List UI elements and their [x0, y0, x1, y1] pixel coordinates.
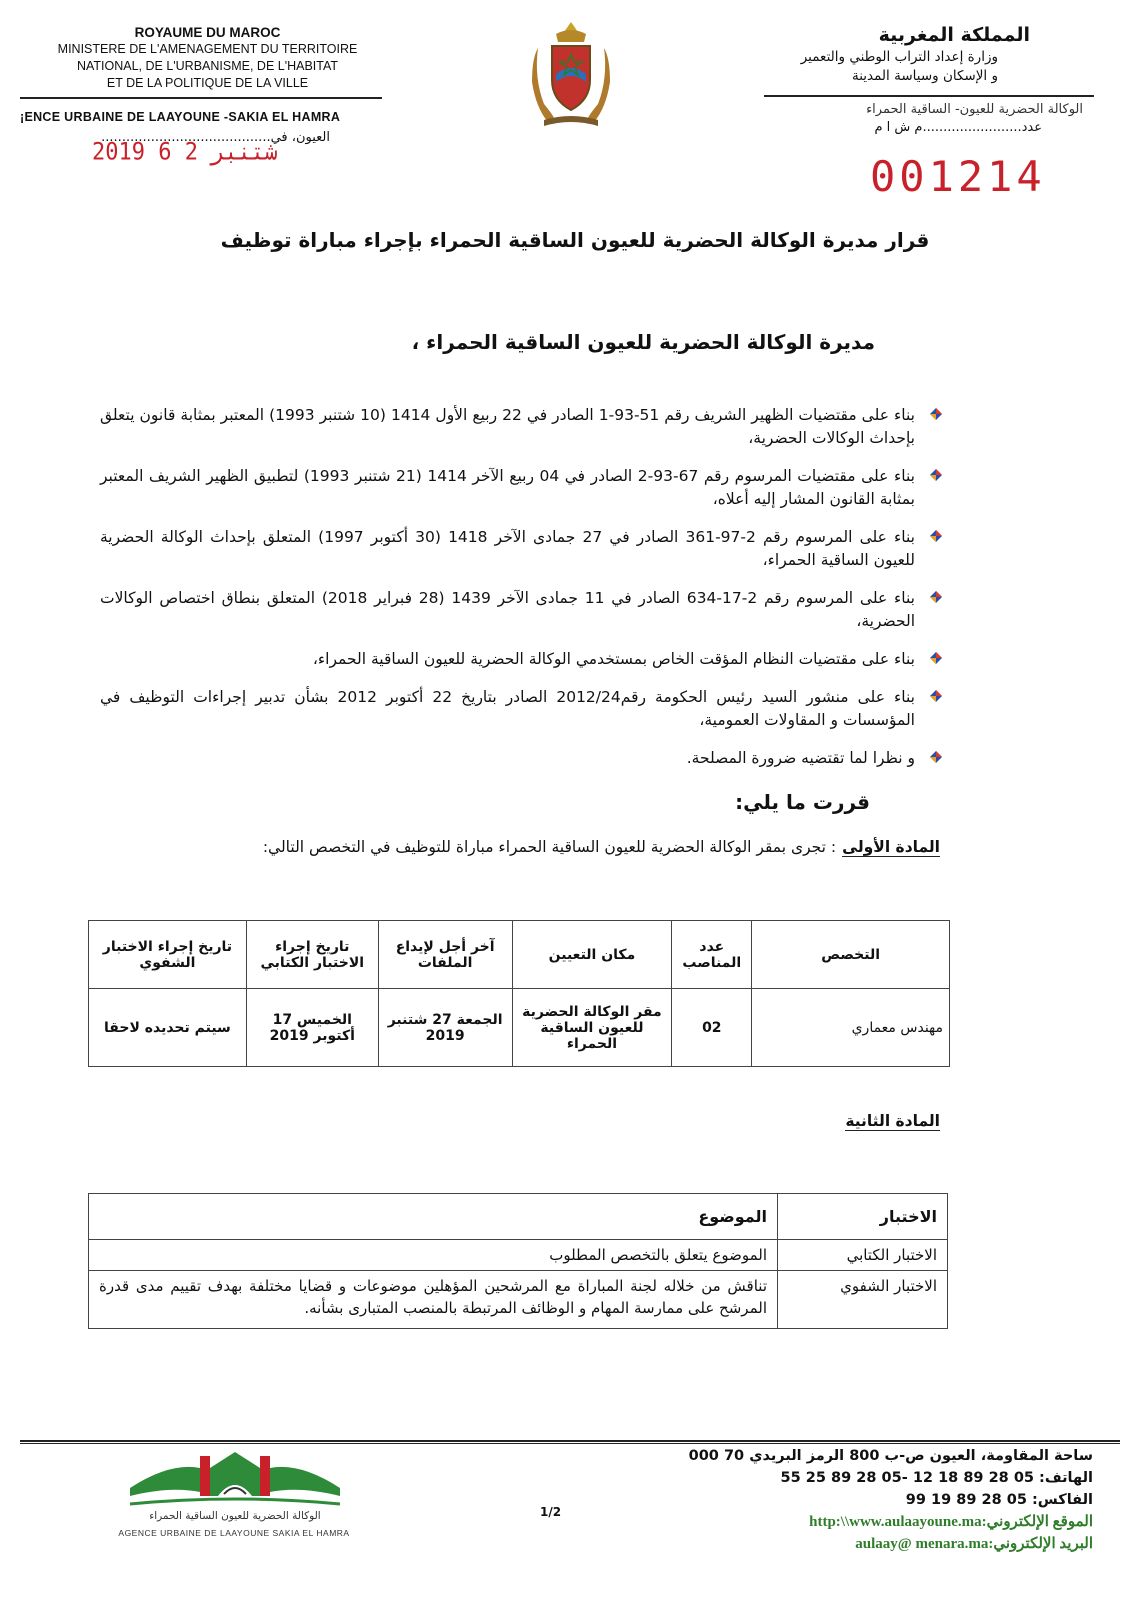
reference-number-stamp: 001214 [870, 152, 1046, 201]
table-header-cell: مكان التعيين [512, 921, 672, 989]
bullet-icon [929, 651, 943, 665]
list-item-text: بناء على منشور السيد رئيس الحكومة رقم2012/24 الصادر بتاريخ 22 أكتوبر 2012 بشأن تدبير إجراءات التوظيف في المؤسسات و المقاولات العمومية، [100, 688, 915, 729]
footer-contact [633, 1445, 1093, 1555]
footer-website-link[interactable]: http:\\www.aulaayoune.ma [809, 1514, 982, 1530]
footer-email-label: البريد الإلكتروني: [988, 1536, 1093, 1552]
table-header-cell: تاريخ إجراء الاختبار الشفوي [89, 921, 247, 989]
table-cell: الاختبار الكتابي [778, 1240, 948, 1271]
list-item-text: بناء على مقتضيات النظام المؤقت الخاص بمستخدمي الوكالة الحضرية للعيون الساقية الحمراء، [312, 650, 915, 668]
table-header-cell: التخصص [752, 921, 950, 989]
list-item [100, 648, 945, 671]
table-row [89, 1240, 948, 1271]
kingdom-ar: المملكة المغربية [878, 24, 1030, 46]
agency-logo-icon [110, 1448, 360, 1538]
table-header-cell: تاريخ إجراء الاختبار الكتابي [246, 921, 378, 989]
table-header-cell: عدد المناصب [672, 921, 752, 989]
table-row [89, 989, 950, 1067]
decision-title: قرار مديرة الوكالة الحضرية للعيون الساقية الحمراء بإجراء مباراة توظيف [220, 228, 930, 252]
header-ar [748, 22, 1048, 86]
logo-caption-fr: AGENCE URBAINE DE LAAYOUNE SAKIA EL HAMRA [118, 1528, 350, 1538]
table-cell: الجمعة 27 شتنبر 2019 [378, 989, 512, 1067]
city-date: العيون، في......................................... [101, 130, 330, 145]
agency-fr: ¡ENCE URBAINE DE LAAYOUNE -SAKIA EL HAMRA [20, 110, 341, 124]
page-number: 1/2 [540, 1505, 562, 1519]
ministry-ar-line1: وزارة إعداد التراب الوطني والتعمير [800, 49, 998, 65]
table-cell: 02 [672, 989, 752, 1067]
table-header-cell: الاختبار [778, 1194, 948, 1240]
bullet-icon [929, 590, 943, 604]
table-cell: الاختبار الشفوي [778, 1271, 948, 1329]
list-item-text: بناء على مقتضيات الظهير الشريف رقم 51-93-1 الصادر في 22 ربيع الأول 1414 (10 شتنبر 1993) المعتبر بمثابة قانون يتعلق بإحداث الوكالات الحضرية، [100, 406, 915, 447]
article-2-label: المادة الثانية [845, 1112, 940, 1130]
logo-caption-ar: الوكالة الحضرية للعيون الساقية الحمراء [149, 1510, 321, 1522]
list-item [100, 686, 945, 732]
footer-fax: الفاكس: 05 28 89 19 99 [905, 1492, 1093, 1508]
director-title: مديرة الوكالة الحضرية للعيون الساقية الحمراء ، [411, 330, 875, 354]
bullet-icon [929, 407, 943, 421]
ministry-fr-line2: NATIONAL, DE L'URBANISME, DE L'HABITAT [76, 59, 339, 73]
bullet-icon [929, 529, 943, 543]
table-cell: مهندس معماري [752, 989, 950, 1067]
list-item-text: بناء على مقتضيات المرسوم رقم 67-93-2 الصادر في 04 ربيع الآخر 1414 (21 شتنبر 1993) لتطبيق الظهير الشريف المعتبر بمثابة القانون المشار إليه أعلاه، [100, 467, 915, 508]
article-2 [840, 1112, 940, 1130]
article-1-label: المادة الأولى [842, 838, 940, 856]
footer-website-row [633, 1511, 1093, 1533]
header-divider-right [764, 95, 1094, 97]
list-item-text: بناء على المرسوم رقم 2-97-361 الصادر في 27 جمادى الآخر 1418 (30 أكتوبر 1997) المتعلق بإحداث الوكالة الحضرية للعيون الساقية الحمراء، [100, 528, 916, 569]
bullet-icon [929, 750, 943, 764]
table-cell: الموضوع يتعلق بالتخصص المطلوب [89, 1240, 778, 1271]
table-cell: تناقش من خلاله لجنة المباراة مع المرشحين المؤهلين موضوعات و قضايا مختلفة بهدف تقييم مدى قدرة المرشح على ممارسة المهام و الوظائف المرتبطة بالمنصب المتبارى بشأنه. [89, 1271, 778, 1329]
footer-phone: الهاتف: 05 28 89 18 12 -05 28 89 25 55 [780, 1470, 1093, 1486]
list-item [100, 747, 945, 770]
recruitment-table [88, 920, 950, 1067]
ministry-fr-line1: MINISTERE DE L'AMENAGEMENT DU TERRITOIRE [57, 42, 358, 56]
table-cell: الخميس 17 أكتوبر 2019 [246, 989, 378, 1067]
ministry-ar-line2: و الإسكان وسياسة المدينة [851, 68, 998, 84]
bullet-icon [929, 689, 943, 703]
bullet-icon [929, 468, 943, 482]
list-item [100, 587, 945, 633]
article-1 [200, 838, 940, 856]
decision-heading: قررت ما يلي: [735, 790, 870, 814]
table-header-cell: آخر أجل لإيداع الملفات [378, 921, 512, 989]
ministry-fr-line3: ET DE LA POLITIQUE DE LA VILLE [106, 76, 309, 90]
table-cell: سيتم تحديده لاحقا [89, 989, 247, 1067]
footer-website-label: الموقع الإلكتروني: [981, 1514, 1093, 1530]
footer-email-link[interactable]: aulaay@ menara.ma [855, 1536, 989, 1552]
table-header-cell: الموضوع [89, 1194, 778, 1240]
kingdom-fr: ROYAUME DU MAROC [134, 25, 281, 40]
footer-divider [20, 1440, 1120, 1444]
exams-table [88, 1193, 948, 1329]
date-stamp: 2019 شتنبر 2 6 [92, 138, 278, 167]
article-1-text: : تجرى بمقر الوكالة الحضرية للعيون الساقية الحمراء مباراة للتوظيف في التخصص التالي: [262, 838, 837, 856]
list-item [100, 465, 945, 511]
list-item-text: و نظرا لما تقتضيه ضرورة المصلحة. [686, 749, 915, 767]
list-item-text: بناء على المرسوم رقم 2-17-634 الصادر في 11 جمادى الآخر 1439 (28 فبراير 2018) المتعلق بنطاق اختصاص الوكالات الحضرية، [100, 589, 915, 630]
footer-email-row [633, 1533, 1093, 1555]
reference-line: عدد........................م ش ا م [874, 120, 1042, 135]
footer-address: ساحة المقاومة، العيون ص-ب 800 الرمز البريدي 70 000 [688, 1448, 1093, 1464]
table-header-row [89, 1194, 948, 1240]
table-row [89, 1271, 948, 1329]
header-divider-left [20, 97, 382, 99]
agency-ar: الوكالة الحضرية للعيون- الساقية الحمراء [866, 102, 1083, 117]
list-item [100, 404, 945, 450]
table-header-row [89, 921, 950, 989]
considerations-list [100, 404, 945, 785]
list-item [100, 526, 945, 572]
table-cell: مقر الوكالة الحضرية للعيون الساقية الحمراء [512, 989, 672, 1067]
